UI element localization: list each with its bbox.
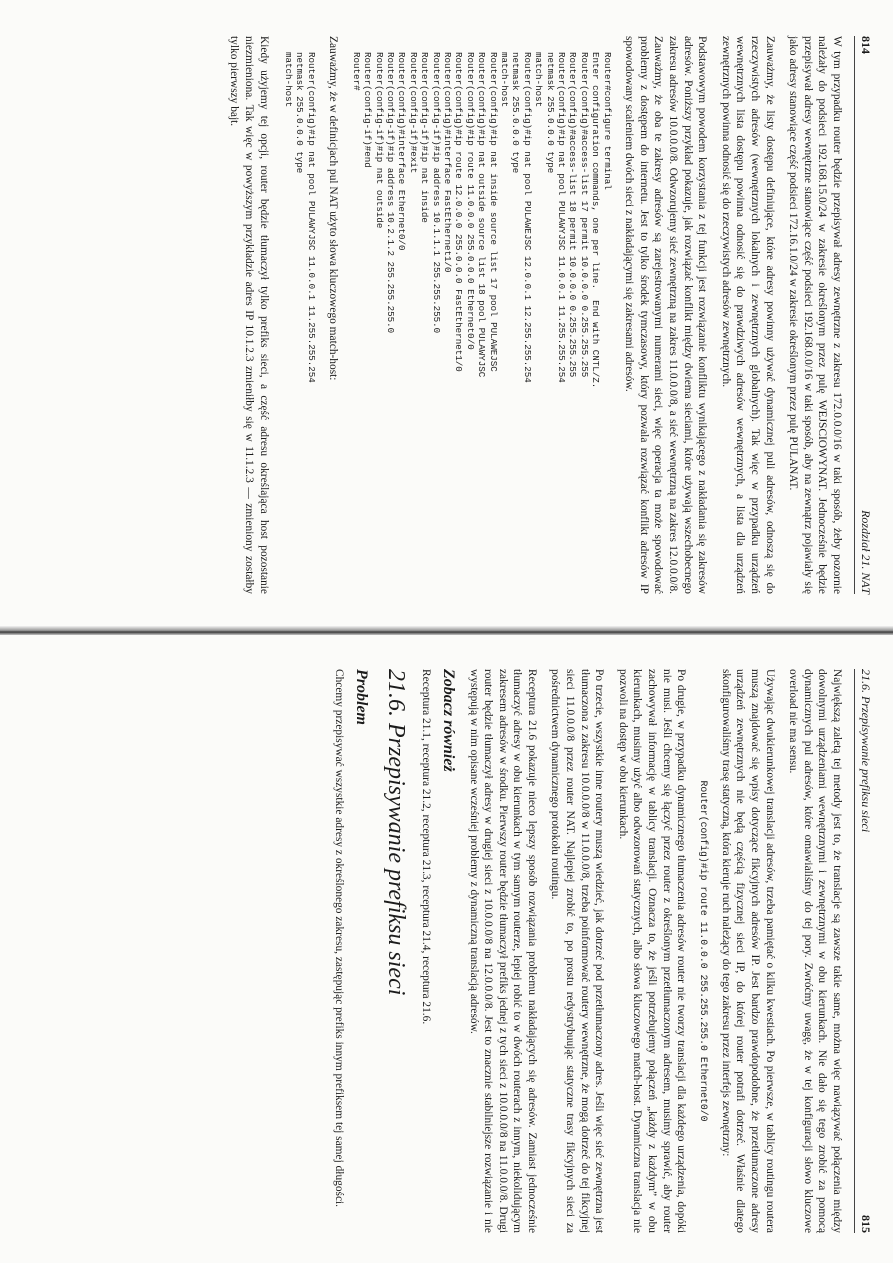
left-page [0,0,893,628]
code-line: Router(config-if)#ip nat inside [419,52,431,223]
code-line: match-host [499,52,511,108]
code-line: Router(config)#access-list 18 permit 10.0.0.0 0.255.255.255 [567,52,579,378]
static-route-command: Router(config)#ip route 11.0.0.0 255.255.255.0 Ethernet0/0 [698,780,710,1122]
code-line: Router(config)#ip nat outside source list 18 pool PULAWYJSC [476,52,488,378]
right-page [0,635,893,1263]
code-line: Router(config-if)#ip nat outside [373,52,385,229]
left-paragraph-1: W tym przypadku router będzie przepisywał adresy zewnętrzne z zakresu 172.0.0.0/16 w taki sposób, żeby pozornie należały do podsieci 192.168.15.0/24 w zakresie określonym przez pulę WEJSCIOWYNAT. Jednocześnie będzie przepisywał adresy wewnętrzne stanowiące część podsieci 192.168.0.0/16 w taki sposób, aby na zewnątrz pojawiały się jako adresy stanowiące część podsieci 172.16.1.0/24 w zakresie określonym przez pulę PULANAT. [787,36,843,594]
left-paragraph-4: Zauważmy, że w definicjach pul NAT użyto słowa kluczowego match-host: [327,36,340,381]
code-line: netmask 255.0.0.0 type [294,52,306,174]
match-host-listing [283,52,317,594]
code-line: Router(config-if)#exit [407,52,419,174]
code-line: Router(config)#interface Ethernet0/0 [396,52,408,251]
code-line: Router(config-if)#end [362,52,374,168]
code-line: Router(config)#ip route 11.0.0.0 255.0.0.0 Ethernet0/0 [464,52,476,350]
left-paragraph-2: Zauważmy, że listy dostępu definiujące, które adresy powinny używać dynamicznej puli adresów, odnoszą się do rzeczywistych adresów (wewnętrznych lokalnych i zewnętrznych globalnych). Tak więc w przypadku urządzeń wewnętrznych lista dostępu powinna odnosić się do prawdziwych adresów wewnętrznych, a lista dla urządzeń zewnętrznych powinna odnosić się do rzeczywistych adresów zewnętrznych. [719,36,776,594]
code-line: Router(config)#ip nat pool PULAWEJSC 12.0.0.1 12.255.255.254 [521,52,533,383]
code-line: Router# [350,52,362,91]
section-heading: 21.6. Przepisywanie prefiksu sieci [383,669,410,996]
router-config-listing [350,52,612,594]
code-line: Router#configure terminal [601,52,613,190]
right-paragraph-1: Największą zaletą tej metody jest to, że translacje są zawsze takie same, można więc nawiązywać połączenia między dowolnymi urządzeniami wewnętrznymi i zewnętrznymi w obu kierunkach. Nie dało się tego zrobić za pomocą dynamicznych pul adresów, które omawialiśmy do tej pory. Zwróćmy uwagę, że w tej konfiguracji słowo kluczowe overload nie ma sensu. [787,669,843,1233]
code-line: Router(config-if)#ip address 10.1.1.1 255.255.255.0 [430,52,442,334]
code-line: netmask 255.0.0.0 type [510,52,522,174]
right-paragraph-3: Po drugie, w przypadku dynamicznego tłumaczenia adresów router nie tworzy translacji dla każdego urządzenia, dopóki nie musi. Jeśli chcemy się łączyć przez router z określonym przetłumaczonym adresem, musimy sprawić, aby router zachowywał informację w tablicy translacji. Oznacza to, że jeśli potrzebujemy połączeń „każdy z każdym” w obu kierunkach, musimy użyć albo odwzorowań statycznych, albo słowa kluczowego match-host. Dynamiczna translacja nie pozwoli na dostęp w obu kierunkach. [616,669,688,1233]
left-running-header [854,36,873,594]
right-running-header [854,669,873,1233]
see-also-text: Receptura 21.1, receptura 21.2, receptura 21.3, receptura 21.4, receptura 21.6. [419,669,432,1025]
right-paragraph-5: Receptura 21.6 pokazuje nieco lepszy sposób rozwiązania problemu nakładających się adresów. Zamiast jednocześnie tłumaczyć adresy w obu kierunkach w tym samym routerze, lepiej robić to w dwóch routerach z innym, niekolidującym zakresem adresów w środku. Pierwszy router będzie tłumaczył prefiks jednej z tych sieci z 10.0.0.0/8 na 11.0.0.0/8. Drugi router będzie tłumaczył adresy w drugiej sieci z 10.0.0.0/8 na 12.0.0.0/8. Jest to znacznie stabilniejsze rozwiązanie i nie występują w nim opisane wcześniej problemy z dynamiczną translacją adresów. [467,669,538,1233]
code-line: Enter configuration commands, one per line. End with CNTL/Z. [590,52,602,389]
code-line: match-host [282,52,294,108]
code-line: Router(config-if)#ip address 10.2.1.2 255.255.255.0 [384,52,396,334]
code-line: Router(config)#access-list 17 permit 10.0.0.0 0.255.255.255 [578,52,590,378]
code-line: Router(config)#ip nat pool PULAWYJSC 11.0.0.1 11.255.255.254 [305,52,317,383]
right-paragraph-2: Używając dwukierunkowej translacji adresów, trzeba pamiętać o kilku kwestiach. Po pierwsze, w tablicy routingu routera muszą znajdować się wpisy dotyczące fikcyjnych adresów IP. Jest bardzo prawdopodobne, że przetłumaczone adresy urządzeń zewnętrznych nie będą częścią fizycznej sieci IP, do której router potrafi dotrzeć. Właśnie dlatego skonfigurowaliśmy trasę statyczną, która kieruje ruch należący do tego zakresu przez interfejs zewnętrzny: [719,669,776,1233]
right-paragraph-4: Po trzecie, wszystkie inne routery muszą wiedzieć, jak dotrzeć pod przetłumaczony adres. Jeśli więc sieć zewnętrzna jest tłumaczona z zakresu 10.0.0.0/8 w 11.0.0.0/8, trzeba poinformować routery wewnętrzne, że mogą dotrzeć do tej fikcyjnej sieci 11.0.0.0/8 przez router NAT. Najlepiej zrobić to, po prostu redystrybuując statyczne trasy fikcyjnych sieci za pośrednictwem dynamicznego protokołu routingu. [549,669,606,1233]
right-running-head: 21.6. Przepisywanie prefiksu sieci [859,669,873,833]
problem-text: Chcemy przepisywać wszystkie adresy z określonego zakresu, zastępując prefiks innym prefiksem tej samej długości. [333,669,346,1208]
code-line: Router(config)#ip nat pool PULAWYJSC 11.0.0.1 11.255.255.254 [556,52,568,383]
left-paragraph-5: Kiedy użyjemy tej opcji, router będzie tłumaczył tylko prefiks sieci, a część adresu określająca host pozostanie niezmieniona. Tak więc w powyższym przykładzie adres IP 10.1.2.3 zmieniłby się w 11.1.2.3 — zmieniony zostałby tylko pierwszy bajt. [228,36,270,594]
right-page-number: 815 [859,1215,873,1233]
code-line: Router(config)#ip nat inside source list 17 pool PULAWEJSC [487,52,499,372]
left-running-head: Rozdział 21. NAT [859,510,873,594]
see-also-heading: Zobacz również [439,669,457,772]
problem-heading: Problem [353,669,371,725]
left-paragraph-3: Podstawowym powodem korzystania z tej funkcji jest rozwiązanie konfliktu wynikającego z nakładania się zakresów adresów. Poniższy przykład pokazuje, jak rozwiązać konflikt między dwiema sieciami, które używają wszechobecnego zakresu adresów 10.0.0.0/8. Odwzorujemy sieć zewnętrzną na zakres 11.0.0.0/8, a sieć wewnętrzną na zakres 12.0.0.0/8. Zauważmy, że oba te zakresy adresów są zarejestrowanymi numerami sieci, więc operacja ta może spowodować problemy z dostępem do internetu. Jest to tylko środek tymczasowy, który pozwala rozwiązać konflikt adresów IP spowodowany scaleniem dwóch sieci z nakładającymi się zakresami adresów. [623,36,709,594]
code-line: Router(config)#ip route 12.0.0.0 255.0.0.0 FastEthernet1/0 [453,52,465,372]
code-line: netmask 255.0.0.0 type [544,52,556,174]
code-line: Router(config)#interface FastEthernet1/0 [442,52,453,273]
left-page-number: 814 [859,36,873,54]
code-line: match-host [533,52,545,108]
